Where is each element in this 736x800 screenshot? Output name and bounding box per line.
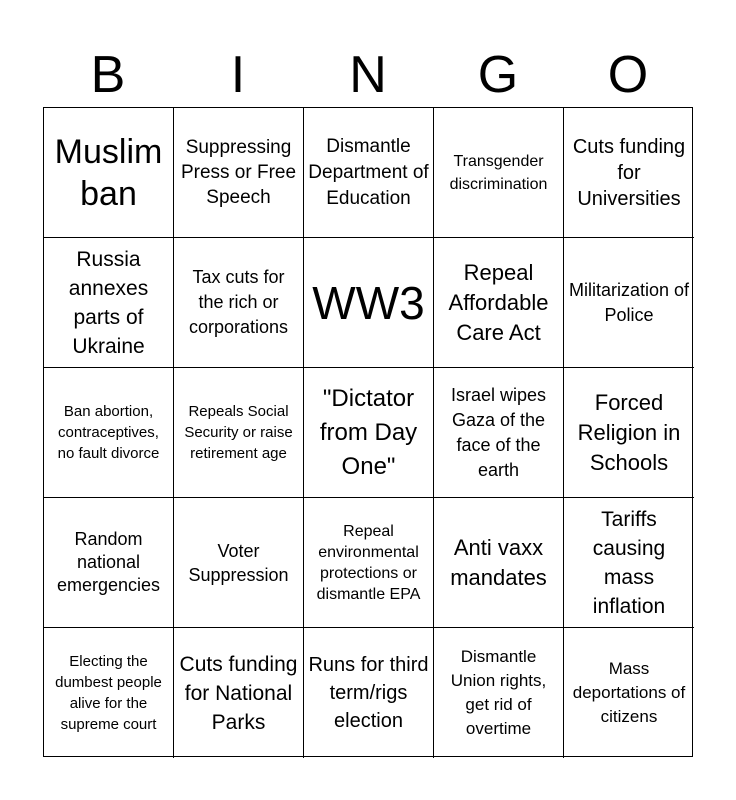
bingo-cell[interactable] — [304, 238, 434, 368]
bingo-cell[interactable] — [434, 498, 564, 628]
bingo-cell[interactable] — [564, 498, 694, 628]
bingo-cell[interactable] — [304, 108, 434, 238]
cell-text: WW3 — [312, 276, 425, 329]
cell-text: Cuts funding for National Parks — [179, 652, 298, 734]
bingo-cell[interactable] — [434, 238, 564, 368]
bingo-cell[interactable] — [564, 368, 694, 498]
cell-text: Voter Suppression — [188, 540, 289, 585]
cell-text: Muslim ban — [54, 132, 163, 213]
bingo-cell[interactable] — [304, 498, 434, 628]
bingo-cell[interactable] — [174, 238, 304, 368]
cell-text: Mass deportations of citizens — [572, 659, 686, 726]
bingo-header — [43, 45, 693, 105]
bingo-cell[interactable] — [174, 628, 304, 758]
bingo-cell[interactable] — [44, 368, 174, 498]
cell-text: Repeals Social Security or raise retirement age — [184, 403, 293, 462]
cell-text: Runs for third term/rigs election — [308, 654, 429, 732]
cell-text: Ban abortion, contraceptives, no fault divorce — [57, 403, 160, 462]
cell-text: Israel wipes Gaza of the face of the earth — [450, 384, 547, 480]
bingo-cell[interactable] — [564, 108, 694, 238]
cell-text: "Dictator from Day One" — [319, 384, 418, 480]
header-letter-n: N — [349, 46, 387, 104]
bingo-cell[interactable] — [434, 628, 564, 758]
header-letter-b: B — [90, 46, 126, 104]
bingo-cell[interactable] — [174, 498, 304, 628]
cell-text: Cuts funding for Universities — [572, 135, 686, 210]
cell-text: Anti vaxx mandates — [450, 534, 547, 590]
bingo-cell[interactable] — [564, 628, 694, 758]
bingo-cell[interactable] — [44, 498, 174, 628]
cell-text: Tax cuts for the rich or corporations — [188, 267, 289, 337]
cell-text: Repeal environmental protections or dismantle EPA — [316, 522, 421, 603]
bingo-cell[interactable] — [434, 108, 564, 238]
cell-text: Transgender discrimination — [449, 152, 548, 193]
cell-text: Electing the dumbest people alive for the supreme court — [55, 653, 162, 733]
bingo-cell[interactable] — [304, 368, 434, 498]
bingo-grid — [43, 107, 693, 757]
cell-text: Militarization of Police — [568, 279, 690, 325]
bingo-cell[interactable] — [304, 628, 434, 758]
bingo-cell[interactable] — [564, 238, 694, 368]
header-letter-g: G — [477, 46, 519, 104]
bingo-cell[interactable] — [44, 238, 174, 368]
bingo-cell[interactable] — [174, 368, 304, 498]
cell-text: Random national emergencies — [56, 529, 161, 595]
cell-text: Dismantle Union rights, get rid of overtime — [450, 647, 547, 738]
cell-text: Suppressing Press or Free Speech — [180, 137, 297, 208]
cell-text: Forced Religion in Schools — [577, 389, 681, 475]
bingo-cell[interactable] — [44, 108, 174, 238]
cell-text: Tariffs causing mass inflation — [592, 507, 666, 618]
cell-text: Russia annexes parts of Ukraine — [68, 247, 149, 358]
bingo-cell[interactable] — [174, 108, 304, 238]
cell-text: Repeal Affordable Care Act — [448, 259, 549, 345]
header-letter-o: O — [607, 46, 649, 104]
bingo-cell[interactable] — [434, 368, 564, 498]
bingo-cell[interactable] — [44, 628, 174, 758]
cell-text: Dismantle Department of Education — [308, 135, 429, 209]
header-letter-i: I — [230, 46, 246, 104]
